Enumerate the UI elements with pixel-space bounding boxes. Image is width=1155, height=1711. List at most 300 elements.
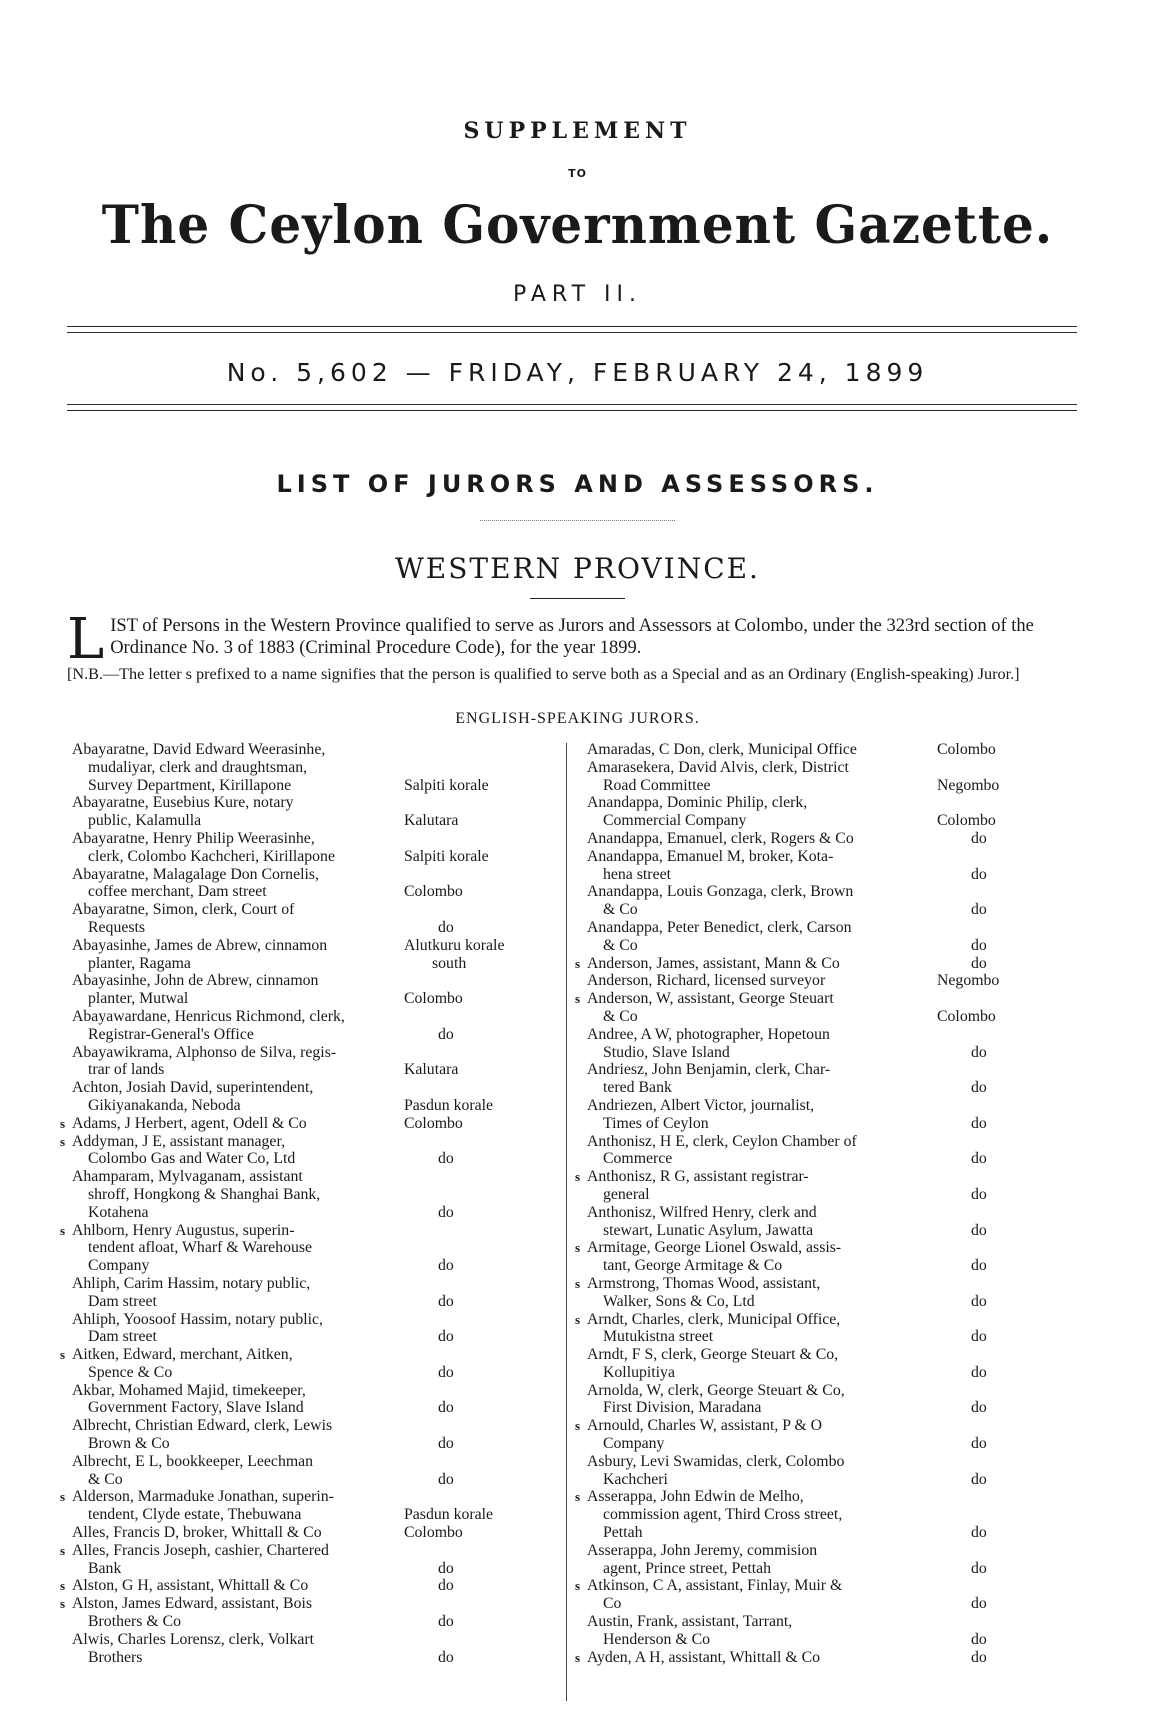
juror-name: [72, 830, 390, 866]
juror-name: [72, 866, 390, 902]
special-juror-mark: s: [575, 1311, 581, 1327]
intro-dropcap: L: [67, 607, 105, 672]
juror-entry: [575, 1239, 1085, 1275]
juror-place: [915, 1239, 1077, 1275]
juror-name-line: Registrar-General's Office: [88, 1025, 254, 1043]
supplement-heading: SUPPLEMENT: [463, 118, 692, 144]
juror-name: [587, 1061, 915, 1097]
juror-place-line: do: [438, 1613, 454, 1631]
juror-name-line: Anderson, James, assistant, Mann & Co: [587, 954, 840, 972]
juror-name: [72, 1115, 390, 1133]
juror-name: [587, 990, 915, 1026]
juror-name: [587, 955, 915, 973]
juror-name-line: Ahliph, Yoosoof Hassim, notary public,: [72, 1310, 323, 1328]
juror-place: [915, 1417, 1077, 1453]
juror-place-line: do: [438, 1363, 454, 1381]
juror-place-line: do: [438, 1328, 454, 1346]
juror-entry: [575, 1453, 1085, 1489]
special-juror-mark: s: [60, 1489, 66, 1505]
juror-name-line: Abayaratne, Eusebius Kure, notary: [72, 794, 294, 812]
juror-name-line: Alwis, Charles Lorensz, clerk, Volkart: [72, 1630, 315, 1648]
special-juror-mark: [60, 901, 72, 937]
juror-name-line: Abayawardane, Henricus Richmond, clerk,: [72, 1007, 345, 1025]
juror-name: [72, 1453, 390, 1489]
juror-name: [72, 1275, 390, 1311]
juror-name-line: trar of lands: [88, 1061, 165, 1079]
special-juror-mark: s: [575, 955, 581, 971]
juror-name: [587, 1026, 915, 1062]
special-juror-mark: [60, 1453, 72, 1489]
juror-name: [72, 1133, 390, 1169]
left-column: [60, 741, 560, 1666]
juror-place: [915, 1577, 1077, 1613]
juror-name-line: Addyman, J E, assistant manager,: [72, 1132, 286, 1150]
juror-place-line: do: [438, 1292, 454, 1310]
juror-name-line: Commerce: [603, 1150, 673, 1168]
juror-name-line: Andree, A W, photographer, Hopetoun: [587, 1025, 830, 1043]
juror-name: [72, 794, 390, 830]
juror-place: [915, 1382, 1077, 1418]
juror-place-line: do: [971, 1257, 987, 1275]
juror-place: [390, 1417, 554, 1453]
juror-place-line: do: [438, 1399, 454, 1417]
juror-name-line: First Division, Maradana: [603, 1399, 762, 1417]
juror-name: [587, 759, 915, 795]
juror-place-line: Colombo: [404, 990, 463, 1008]
juror-name-line: Abayawikrama, Alphonso de Silva, regis-: [72, 1043, 337, 1061]
juror-name-line: Adams, J Herbert, agent, Odell & Co: [72, 1114, 307, 1132]
juror-name: [587, 741, 915, 759]
juror-name: [72, 1346, 390, 1382]
special-juror-mark: [575, 759, 587, 795]
juror-place-line: Colombo: [404, 1114, 463, 1132]
juror-entry: [60, 866, 560, 902]
juror-place-line: do: [971, 1150, 987, 1168]
juror-place-line: do: [971, 1328, 987, 1346]
juror-name: [587, 1488, 915, 1541]
juror-name-line: Alles, Francis Joseph, cashier, Chartered: [72, 1541, 329, 1559]
juror-name-line: Commercial Company: [603, 812, 747, 830]
juror-name: [587, 1311, 915, 1347]
nb-note: [N.B.—The letter s prefixed to a name signifies that the person is qualified to serve both as a Special and as an Ordinary (English-speaking) Juror.]: [67, 665, 1020, 683]
juror-entry: [575, 1488, 1085, 1541]
header-rule-top: [67, 326, 1077, 327]
juror-place-line: do: [438, 1559, 454, 1577]
juror-place-line: do: [971, 1435, 987, 1453]
juror-place: [915, 955, 1077, 973]
juror-place-line: south: [432, 954, 467, 972]
juror-name: [72, 1079, 390, 1115]
juror-place: [390, 1382, 554, 1418]
juror-place: [915, 848, 1077, 884]
juror-name-line: Spence & Co: [88, 1363, 173, 1381]
juror-name: [72, 937, 390, 973]
juror-name-line: Aitken, Edward, merchant, Aitken,: [72, 1346, 293, 1364]
juror-place: [915, 1026, 1077, 1062]
special-juror-mark: s: [575, 1578, 581, 1594]
juror-place: [390, 1008, 554, 1044]
juror-name-line: Amarasekera, David Alvis, clerk, District: [587, 758, 849, 776]
juror-place: [390, 1453, 554, 1489]
juror-place-line: Alutkuru korale: [404, 936, 505, 954]
juror-name-line: Gikiyanakanda, Neboda: [88, 1096, 241, 1114]
juror-place-line: Salpiti korale: [404, 847, 489, 865]
special-juror-mark: [60, 741, 72, 794]
juror-place: [915, 1061, 1077, 1097]
juror-name-line: Asserappa, John Edwin de Melho,: [587, 1488, 804, 1506]
juror-name-line: Brown & Co: [88, 1435, 170, 1453]
juror-name: [587, 1649, 915, 1667]
juror-name: [587, 1239, 915, 1275]
juror-name-line: Requests: [88, 918, 146, 936]
juror-name-line: Anandappa, Dominic Philip, clerk,: [587, 794, 808, 812]
juror-place-line: do: [971, 936, 987, 954]
juror-name-line: Anthonisz, R G, assistant registrar-: [587, 1168, 809, 1186]
juror-place: [915, 1488, 1077, 1541]
juror-name-line: Road Committee: [603, 776, 711, 794]
list-heading: LIST OF JURORS AND ASSESSORS.: [276, 470, 879, 498]
juror-entry: [575, 1382, 1085, 1418]
juror-entry: [60, 1453, 560, 1489]
juror-place-line: Kalutara: [404, 1061, 459, 1079]
juror-entry: [575, 1649, 1085, 1667]
special-juror-mark: [575, 1613, 587, 1649]
special-juror-mark: s: [60, 1347, 66, 1363]
juror-place: [390, 1044, 554, 1080]
special-juror-mark: s: [575, 1649, 581, 1665]
juror-place: [390, 1222, 554, 1275]
juror-name: [72, 1542, 390, 1578]
juror-place: [390, 1524, 554, 1542]
juror-place: [915, 1542, 1077, 1578]
juror-entry: [575, 1311, 1085, 1347]
juror-entry: [60, 1044, 560, 1080]
juror-place-line: do: [438, 1648, 454, 1666]
special-juror-mark: [60, 1168, 72, 1221]
juror-place: [915, 1168, 1077, 1204]
juror-place-line: do: [971, 1524, 987, 1542]
juror-name-line: Anderson, Richard, licensed surveyor: [587, 972, 826, 990]
special-juror-mark: [60, 972, 72, 1008]
juror-place: [915, 1649, 1077, 1667]
special-juror-mark: [575, 1204, 587, 1240]
juror-name-line: Abayasinhe, James de Abrew, cinnamon: [72, 936, 328, 954]
juror-entry: [575, 1613, 1085, 1649]
juror-name: [587, 1453, 915, 1489]
juror-name-line: Armitage, George Lionel Oswald, assis-: [587, 1239, 842, 1257]
juror-place-line: do: [971, 865, 987, 883]
special-juror-mark: s: [575, 1169, 581, 1185]
juror-entry: [575, 1168, 1085, 1204]
juror-entry: [60, 1346, 560, 1382]
juror-name-line: Times of Ceylon: [603, 1114, 709, 1132]
juror-name-line: Alderson, Marmaduke Jonathan, superin-: [72, 1488, 334, 1506]
juror-entry: [60, 972, 560, 1008]
special-juror-mark: [575, 883, 587, 919]
juror-place-line: do: [971, 829, 987, 847]
juror-name-line: Kachcheri: [603, 1470, 668, 1488]
juror-place-line: Kalutara: [404, 812, 459, 830]
juror-name-line: Anandappa, Emanuel M, broker, Kota-: [587, 847, 834, 865]
juror-place: [915, 919, 1077, 955]
juror-place: [915, 1275, 1077, 1311]
juror-name-line: agent, Prince street, Pettah: [603, 1559, 772, 1577]
juror-place-line: do: [971, 1043, 987, 1061]
juror-place: [390, 1595, 554, 1631]
juror-name-line: Abayaratne, Henry Philip Weerasinhe,: [72, 829, 315, 847]
juror-entry: [575, 972, 1085, 990]
header-rule-bottom-thin: [67, 404, 1077, 405]
juror-name-line: Armstrong, Thomas Wood, assistant,: [587, 1274, 821, 1292]
juror-entry: [60, 1595, 560, 1631]
juror-name-line: Co: [603, 1595, 622, 1613]
juror-place-line: do: [971, 1630, 987, 1648]
juror-name-line: Albrecht, Christian Edward, clerk, Lewis: [72, 1417, 333, 1435]
juror-entry: [60, 1417, 560, 1453]
juror-place-line: do: [438, 1435, 454, 1453]
juror-place-line: do: [971, 1221, 987, 1239]
juror-name-line: Ahlborn, Henry Augustus, superin-: [72, 1221, 295, 1239]
juror-name: [72, 1524, 390, 1542]
juror-entry: [575, 1577, 1085, 1613]
special-juror-mark: s: [60, 1222, 66, 1238]
juror-entry: [60, 741, 560, 794]
juror-place: [915, 1204, 1077, 1240]
special-juror-mark: s: [60, 1133, 66, 1149]
juror-name-line: coffee merchant, Dam street: [88, 883, 267, 901]
juror-entry: [575, 759, 1085, 795]
juror-place: [915, 990, 1077, 1026]
special-juror-mark: [60, 1417, 72, 1453]
juror-name-line: Alston, James Edward, assistant, Bois: [72, 1595, 313, 1613]
part-label: PART II.: [513, 282, 642, 307]
juror-entry: [60, 1542, 560, 1578]
juror-place-line: do: [971, 1185, 987, 1203]
juror-name: [72, 972, 390, 1008]
intro-paragraph: [67, 607, 1079, 672]
juror-place-line: do: [971, 1292, 987, 1310]
juror-place-line: do: [971, 1470, 987, 1488]
juror-name-line: Anderson, W, assistant, George Steuart: [587, 990, 834, 1008]
juror-place: [915, 1133, 1077, 1169]
juror-name-line: Arnolda, W, clerk, George Steuart & Co,: [587, 1381, 845, 1399]
juror-name-line: Atkinson, C A, assistant, Finlay, Muir &: [587, 1577, 843, 1595]
heading-divider: [480, 520, 675, 521]
juror-place: [390, 901, 554, 937]
juror-place: [390, 1577, 554, 1595]
special-juror-mark: s: [60, 1542, 66, 1558]
juror-entry: [575, 848, 1085, 884]
special-juror-mark: [575, 848, 587, 884]
intro-text: IST of Persons in the Western Province qualified to serve as Jurors and Assessors at Colombo, under the 323rd section of the Ordinance No. 3 of 1883 (Criminal Procedure Code), for the year 1899.: [110, 616, 1034, 658]
juror-name-line: Arnould, Charles W, assistant, P & O: [587, 1417, 823, 1435]
juror-name: [72, 901, 390, 937]
juror-name-line: tant, George Armitage & Co: [603, 1257, 783, 1275]
juror-place: [915, 972, 1077, 990]
special-juror-mark: [575, 919, 587, 955]
juror-place: [390, 1079, 554, 1115]
juror-place-line: do: [971, 1595, 987, 1613]
juror-name-line: Bank: [88, 1559, 122, 1577]
juror-name: [72, 1044, 390, 1080]
juror-place: [390, 1311, 554, 1347]
column-divider: [566, 743, 567, 1701]
juror-entry: [60, 1382, 560, 1418]
special-juror-mark: [60, 866, 72, 902]
special-juror-mark: [60, 1631, 72, 1667]
juror-entry: [60, 1488, 560, 1524]
special-juror-mark: [575, 1061, 587, 1097]
juror-entry: [575, 1061, 1085, 1097]
juror-entry: [60, 1079, 560, 1115]
juror-name: [587, 830, 915, 848]
juror-place: [390, 794, 554, 830]
special-juror-mark: [60, 830, 72, 866]
juror-place-line: Colombo: [937, 741, 996, 758]
special-juror-mark: s: [575, 1240, 581, 1256]
juror-name-line: Andriezen, Albert Victor, journalist,: [587, 1096, 815, 1114]
juror-place-line: do: [438, 1025, 454, 1043]
juror-place-line: do: [971, 1114, 987, 1132]
juror-place-line: do: [438, 1203, 454, 1221]
special-juror-mark: s: [60, 1115, 66, 1131]
juror-name-line: tendent, Clyde estate, Thebuwana: [88, 1506, 302, 1524]
special-juror-mark: [575, 1026, 587, 1062]
juror-entry: [60, 794, 560, 830]
juror-place: [915, 1311, 1077, 1347]
juror-place: [390, 1133, 554, 1169]
special-juror-mark: s: [60, 1596, 66, 1612]
special-juror-mark: [60, 1079, 72, 1115]
juror-entry: [575, 955, 1085, 973]
juror-name: [72, 1168, 390, 1221]
juror-name-line: & Co: [88, 1470, 123, 1488]
juror-name: [587, 1613, 915, 1649]
special-juror-mark: [60, 1008, 72, 1044]
juror-entry: [575, 1204, 1085, 1240]
juror-name: [72, 1488, 390, 1524]
juror-name: [72, 1382, 390, 1418]
juror-entry: [60, 1524, 560, 1542]
gazette-title: The Ceylon Government Gazette.: [101, 193, 1054, 256]
special-juror-mark: [60, 1524, 72, 1542]
juror-name-line: Survey Department, Kirillapone: [88, 776, 292, 794]
juror-entry: [575, 830, 1085, 848]
juror-place-line: do: [971, 1079, 987, 1097]
juror-place: [915, 1453, 1077, 1489]
juror-name-line: stewart, Lunatic Asylum, Jawatta: [603, 1221, 814, 1239]
juror-name-line: Anthonisz, H E, clerk, Ceylon Chamber of: [587, 1132, 857, 1150]
juror-name-line: Kollupitiya: [603, 1363, 675, 1381]
subheading: ENGLISH-SPEAKING JURORS.: [455, 710, 700, 727]
right-column: [575, 741, 1085, 1666]
juror-name-line: Pettah: [603, 1524, 643, 1542]
juror-place: [390, 972, 554, 1008]
juror-name-line: planter, Ragama: [88, 954, 191, 972]
juror-entry: [60, 1275, 560, 1311]
juror-name-line: Achton, Josiah David, superintendent,: [72, 1079, 314, 1097]
juror-entry: [575, 1417, 1085, 1453]
special-juror-mark: s: [575, 991, 581, 1007]
special-juror-mark: [575, 1542, 587, 1578]
juror-name-line: Anandappa, Emanuel, clerk, Rogers & Co: [587, 829, 854, 847]
juror-place-line: do: [438, 1577, 454, 1595]
juror-entry: [575, 1097, 1085, 1133]
juror-name-line: & Co: [603, 1007, 638, 1025]
juror-place-line: Colombo: [937, 1007, 996, 1025]
juror-entry: [575, 990, 1085, 1026]
juror-name-line: shroff, Hongkong & Shanghai Bank,: [88, 1185, 321, 1203]
juror-place: [390, 1115, 554, 1133]
juror-name: [587, 1417, 915, 1453]
juror-name: [587, 883, 915, 919]
juror-name-line: Brothers: [88, 1648, 143, 1666]
juror-entry: [60, 1311, 560, 1347]
juror-name-line: Company: [603, 1435, 665, 1453]
juror-name-line: Ayden, A H, assistant, Whittall & Co: [587, 1648, 821, 1666]
juror-name: [72, 1631, 390, 1667]
juror-name: [587, 1097, 915, 1133]
juror-name-line: & Co: [603, 936, 638, 954]
juror-name-line: public, Kalamulla: [88, 812, 202, 830]
juror-place: [390, 1542, 554, 1578]
juror-name-line: Walker, Sons & Co, Ltd: [603, 1292, 755, 1310]
juror-name-line: commission agent, Third Cross street,: [603, 1506, 843, 1524]
juror-place-line: do: [438, 918, 454, 936]
to-label: TO: [568, 167, 587, 180]
special-juror-mark: [575, 830, 587, 848]
juror-place-line: do: [971, 1559, 987, 1577]
juror-place: [915, 1613, 1077, 1649]
juror-entry: [60, 1577, 560, 1595]
juror-place-line: do: [971, 901, 987, 919]
juror-place: [915, 1346, 1077, 1382]
juror-place: [915, 759, 1077, 795]
juror-place: [915, 1097, 1077, 1133]
juror-name-line: Akbar, Mohamed Majid, timekeeper,: [72, 1381, 306, 1399]
juror-name: [72, 1417, 390, 1453]
juror-entry: [575, 1026, 1085, 1062]
juror-place: [915, 794, 1077, 830]
juror-name-line: Abayasinhe, John de Abrew, cinnamon: [72, 972, 319, 990]
juror-name: [587, 1133, 915, 1169]
special-juror-mark: [60, 1311, 72, 1347]
juror-name-line: Abayaratne, Malagalage Don Cornelis,: [72, 865, 319, 883]
juror-name-line: Ahamparam, Mylvaganam, assistant: [72, 1168, 303, 1186]
juror-name-line: Anandappa, Louis Gonzaga, clerk, Brown: [587, 883, 854, 901]
juror-entry: [60, 1008, 560, 1044]
juror-name-line: Anthonisz, Wilfred Henry, clerk and: [587, 1203, 817, 1221]
juror-name: [72, 1311, 390, 1347]
juror-name-line: Company: [88, 1257, 150, 1275]
juror-entry: [575, 1346, 1085, 1382]
juror-place: [915, 830, 1077, 848]
special-juror-mark: [575, 1133, 587, 1169]
juror-name-line: hena street: [603, 865, 671, 883]
juror-place: [390, 1631, 554, 1667]
juror-name: [72, 1222, 390, 1275]
juror-name-line: Government Factory, Slave Island: [88, 1399, 304, 1417]
juror-entry: [575, 741, 1085, 759]
juror-name: [72, 741, 390, 794]
juror-name: [587, 794, 915, 830]
juror-name-line: Dam street: [88, 1292, 157, 1310]
juror-name-line: tered Bank: [603, 1079, 672, 1097]
juror-entry: [575, 883, 1085, 919]
juror-name-line: tendent afloat, Wharf & Warehouse: [88, 1239, 313, 1257]
juror-place: [915, 741, 1077, 759]
juror-name-line: Dam street: [88, 1328, 157, 1346]
